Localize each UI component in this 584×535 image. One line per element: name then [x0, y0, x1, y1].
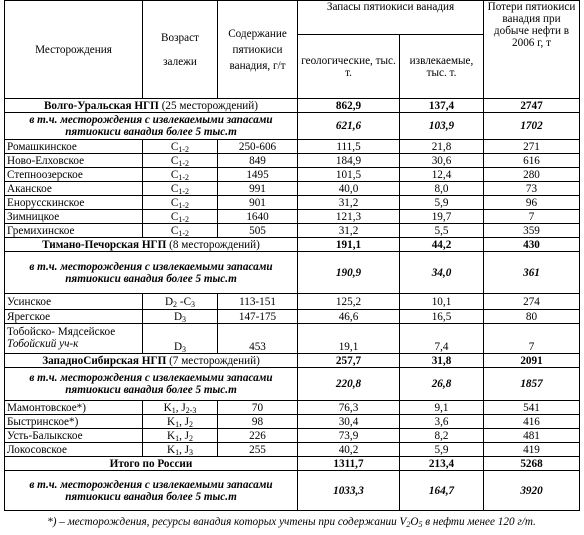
- total-label: Итого по России: [5, 457, 298, 471]
- field-geo: 111,5: [298, 140, 400, 154]
- field-content: 901: [218, 196, 298, 210]
- field-age: $C_{1-2}$: [143, 168, 218, 182]
- volga-incl-text: в т.ч. месторождения с извлекаемыми запасами пятиокиси ванадия более 5 тыс.т: [5, 113, 298, 140]
- header-reserves: Запасы пятиокиси ванадия: [298, 1, 484, 35]
- field-loss: 271: [484, 140, 580, 154]
- region-name-west-siberia: ЗападноСибирская НГП (7 месторождений): [5, 354, 298, 368]
- table-row: [5, 140, 580, 154]
- field-rec: 5,9: [400, 196, 484, 210]
- timan-incl-text: в т.ч. месторождения с извлекаемыми запасами пятиокиси ванадия более 5 тыс.т: [5, 252, 298, 294]
- field-age: $C_{1-2}$: [143, 224, 218, 238]
- table-row: [5, 310, 580, 324]
- field-rec: 19,7: [400, 210, 484, 224]
- field-loss: 7: [484, 324, 580, 354]
- field-content: 991: [218, 182, 298, 196]
- volga-loss: 2747: [484, 99, 580, 113]
- volga-incl-geo: 621,6: [298, 113, 400, 140]
- total-incl-text: в т.ч. месторождения с извлекаемыми запасами пятиокиси ванадия более 5 тыс.т: [5, 471, 298, 511]
- field-name: Аканское: [5, 182, 143, 196]
- field-loss: 80: [484, 310, 580, 324]
- field-loss: 481: [484, 429, 580, 443]
- field-content: 98: [218, 415, 298, 429]
- field-geo: 46,6: [298, 310, 400, 324]
- field-geo: 184,9: [298, 154, 400, 168]
- field-name: Ярегское: [5, 310, 143, 324]
- field-name: Зимницкое: [5, 210, 143, 224]
- table-row: [5, 324, 580, 354]
- field-name: Ново-Елховское: [5, 154, 143, 168]
- timan-incl-row: [5, 252, 580, 294]
- region-name-timan: Тимано-Печорская НГП (8 месторождений): [5, 238, 298, 252]
- west-geo: 257,7: [298, 354, 400, 368]
- field-loss: 359: [484, 224, 580, 238]
- table-row: [5, 294, 580, 310]
- table-row: [5, 401, 580, 415]
- field-rec: 21,8: [400, 140, 484, 154]
- timan-loss: 430: [484, 238, 580, 252]
- total-loss: 5268: [484, 457, 580, 471]
- field-age: $K_1$, $J_2$: [143, 415, 218, 429]
- field-age: $K_1$, $J_{2-3}$: [143, 401, 218, 415]
- field-loss: 616: [484, 154, 580, 168]
- field-content: 1495: [218, 168, 298, 182]
- west-incl-text: в т.ч. месторождения с извлекаемыми запасами пятиокиси ванадия более 5 тыс.т: [5, 368, 298, 401]
- table-row: [5, 429, 580, 443]
- vanadium-reserves-table-wrapper: [4, 0, 579, 511]
- field-age: $D_2$ $-C_3$: [143, 294, 218, 310]
- field-age: $K_1$, $J_2$: [143, 429, 218, 443]
- field-age: $D_3$: [143, 310, 218, 324]
- field-loss: 541: [484, 401, 580, 415]
- field-name: Быстринское*): [5, 415, 143, 429]
- field-rec: 9,1: [400, 401, 484, 415]
- field-age: $C_{1-2}$: [143, 154, 218, 168]
- header-age: Возраст залежи: [143, 1, 218, 99]
- region-row-west-siberia: [5, 354, 580, 368]
- region-row-timan: [5, 238, 580, 252]
- field-name: Ромашкинское: [5, 140, 143, 154]
- table-row: [5, 168, 580, 182]
- field-name: Усинское: [5, 294, 143, 310]
- field-content: 70: [218, 401, 298, 415]
- field-geo: 40,0: [298, 182, 400, 196]
- field-name: Локосовское: [5, 443, 143, 457]
- field-content: 113-151: [218, 294, 298, 310]
- footnote: *) – месторождения, ресурсы ванадия которых учтены при содержании $V_2O_5$ в нефти менее 120 г/т.: [47, 516, 536, 529]
- field-geo: 31,2: [298, 196, 400, 210]
- total-incl-loss: 3920: [484, 471, 580, 511]
- field-rec: 5,5: [400, 224, 484, 238]
- header-content: Содержание пятиокиси ванадия, г/т: [218, 1, 298, 99]
- header-loss: Потери пятиокиси ванадия при добыче нефти в 2006 г, т: [484, 1, 580, 99]
- region-name-volga: Волго-Уральская НГП (25 месторождений): [5, 99, 298, 113]
- table-row: [5, 224, 580, 238]
- timan-geo: 191,1: [298, 238, 400, 252]
- field-content: 505: [218, 224, 298, 238]
- table-row: [5, 210, 580, 224]
- volga-incl-row: [5, 113, 580, 140]
- field-loss: 280: [484, 168, 580, 182]
- field-content: 250-606: [218, 140, 298, 154]
- total-incl-row: [5, 471, 580, 511]
- vanadium-reserves-table: [4, 0, 580, 511]
- field-name: Гремихинское: [5, 224, 143, 238]
- table-row: [5, 182, 580, 196]
- west-incl-geo: 220,8: [298, 368, 400, 401]
- volga-rec: 137,4: [400, 99, 484, 113]
- header-geological: геологические, тыс. т.: [298, 35, 400, 99]
- field-rec: 7,4: [400, 324, 484, 354]
- header-field: Месторождения: [5, 1, 143, 99]
- total-rec: 213,4: [400, 457, 484, 471]
- table-row: [5, 443, 580, 457]
- field-rec: 12,4: [400, 168, 484, 182]
- field-loss: 7: [484, 210, 580, 224]
- field-geo: 121,3: [298, 210, 400, 224]
- field-age: $C_{1-2}$: [143, 210, 218, 224]
- field-rec: 30,6: [400, 154, 484, 168]
- field-rec: 16,5: [400, 310, 484, 324]
- field-geo: 101,5: [298, 168, 400, 182]
- volga-geo: 862,9: [298, 99, 400, 113]
- field-content: 849: [218, 154, 298, 168]
- field-geo: 40,2: [298, 443, 400, 457]
- header-recoverable: извлекаемые, тыс. т.: [400, 35, 484, 99]
- west-rec: 31,8: [400, 354, 484, 368]
- total-incl-rec: 164,7: [400, 471, 484, 511]
- field-rec: 8,0: [400, 182, 484, 196]
- field-geo: 125,2: [298, 294, 400, 310]
- field-loss: 419: [484, 443, 580, 457]
- field-name: Мамонтовское*): [5, 401, 143, 415]
- total-incl-geo: 1033,3: [298, 471, 400, 511]
- field-name: Тобойско- Мядсейское Тобойский уч-к: [5, 324, 143, 354]
- field-age: $C_{1-2}$: [143, 182, 218, 196]
- field-age: $D_3$: [143, 324, 218, 354]
- field-rec: 8,2: [400, 429, 484, 443]
- field-geo: 31,2: [298, 224, 400, 238]
- field-loss: 274: [484, 294, 580, 310]
- field-rec: 3,6: [400, 415, 484, 429]
- total-row: [5, 457, 580, 471]
- field-name: Степноозерское: [5, 168, 143, 182]
- timan-rec: 44,2: [400, 238, 484, 252]
- field-loss: 73: [484, 182, 580, 196]
- field-loss: 416: [484, 415, 580, 429]
- timan-incl-loss: 361: [484, 252, 580, 294]
- field-name: Енорусскинское: [5, 196, 143, 210]
- field-name: Усть-Балыкское: [5, 429, 143, 443]
- field-loss: 96: [484, 196, 580, 210]
- volga-incl-rec: 103,9: [400, 113, 484, 140]
- table-row: [5, 415, 580, 429]
- timan-incl-rec: 34,0: [400, 252, 484, 294]
- field-geo: 76,3: [298, 401, 400, 415]
- field-age: $K_1$, $J_3$: [143, 443, 218, 457]
- west-incl-loss: 1857: [484, 368, 580, 401]
- west-incl-rec: 26,8: [400, 368, 484, 401]
- timan-incl-geo: 190,9: [298, 252, 400, 294]
- table-row: [5, 196, 580, 210]
- field-geo: 30,4: [298, 415, 400, 429]
- field-rec: 10,1: [400, 294, 484, 310]
- field-content: 1640: [218, 210, 298, 224]
- field-content: 255: [218, 443, 298, 457]
- total-geo: 1311,7: [298, 457, 400, 471]
- field-rec: 5,9: [400, 443, 484, 457]
- field-age: $C_{1-2}$: [143, 140, 218, 154]
- region-row-volga: [5, 99, 580, 113]
- west-incl-row: [5, 368, 580, 401]
- table-row: [5, 154, 580, 168]
- field-content: 453: [218, 324, 298, 354]
- field-geo: 73,9: [298, 429, 400, 443]
- field-content: 226: [218, 429, 298, 443]
- field-age: $C_{1-2}$: [143, 196, 218, 210]
- field-geo: 19,1: [298, 324, 400, 354]
- west-loss: 2091: [484, 354, 580, 368]
- field-content: 147-175: [218, 310, 298, 324]
- volga-incl-loss: 1702: [484, 113, 580, 140]
